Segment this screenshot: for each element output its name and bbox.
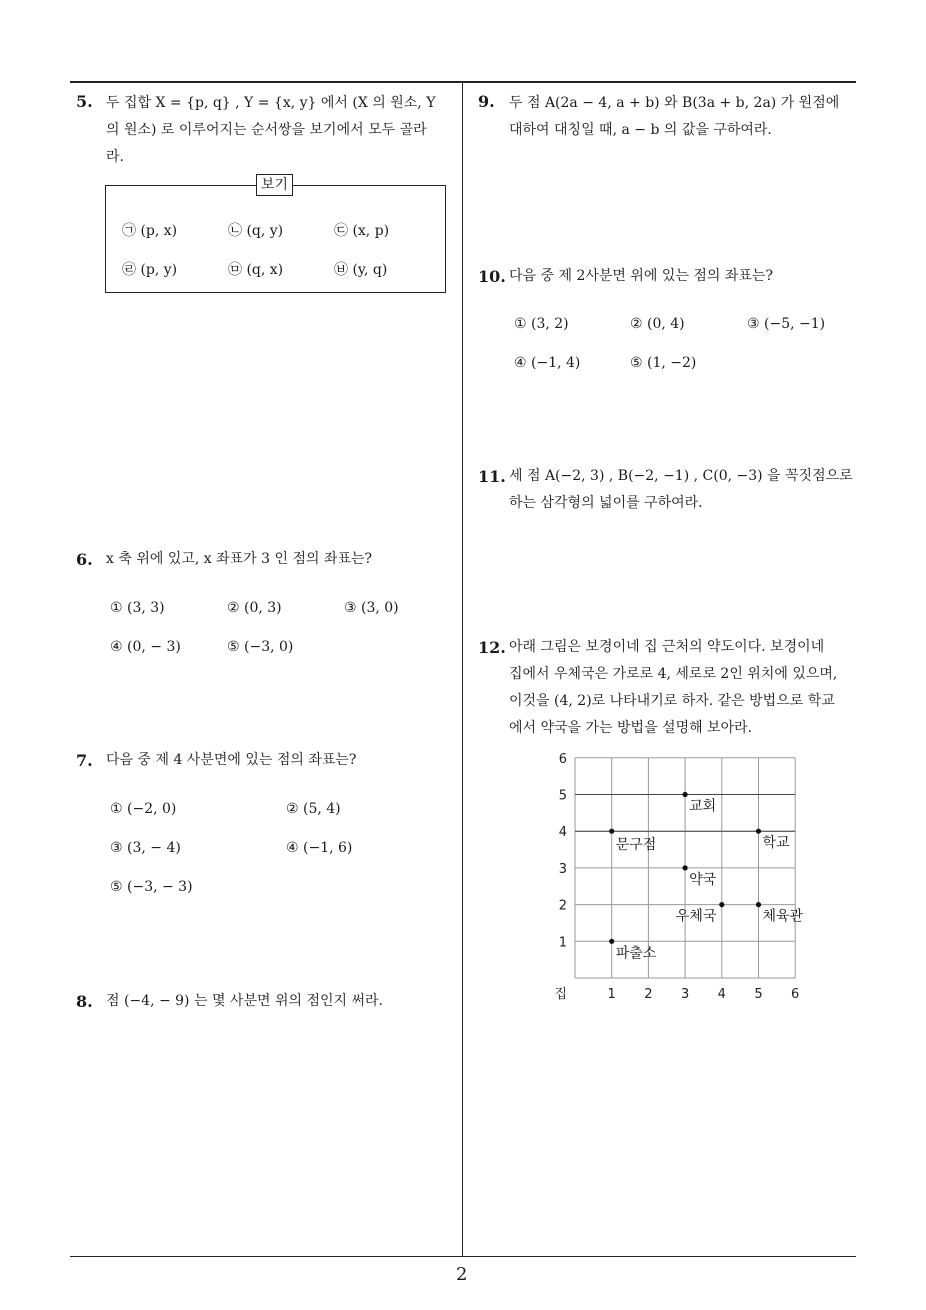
question-6-option-2: ② (0, 3) [227, 600, 282, 616]
map-point-label: 학교 [762, 835, 790, 852]
question-11-number: 11. [478, 467, 506, 486]
question-9-line-1: 두 점 A(2a − 4, a + b) 와 B(3a + b, 2a) 가 원점에 [509, 95, 840, 111]
question-7-option-2: ② (5, 4) [286, 801, 341, 817]
map-point-label: 우체국 [675, 908, 717, 925]
question-6-number: 6. [76, 550, 93, 569]
example-option-4: ㉣ (p, y) [122, 262, 178, 278]
y-tick-label: 4 [558, 825, 567, 841]
question-12-number: 12. [478, 638, 506, 657]
origin-label: 집 [554, 987, 567, 1002]
y-tick-label: 5 [558, 788, 567, 804]
question-12-line-2: 집에서 우체국은 가로로 4, 세로로 2인 위치에 있으며, [509, 666, 838, 682]
y-tick-label: 6 [558, 751, 567, 767]
question-10-option-1: ① (3, 2) [514, 316, 569, 332]
map-point [609, 939, 614, 944]
question-6-text: x 축 위에 있고, x 좌표가 3 인 점의 좌표는? [106, 551, 373, 567]
question-5-line-2: 의 원소) 로 이루어지는 순서쌍을 보기에서 모두 골라 [106, 122, 427, 138]
question-6-option-3: ③ (3, 0) [344, 600, 399, 616]
question-8-text: 점 (−4, − 9) 는 몇 사분면 위의 점인지 써라. [106, 993, 383, 1009]
example-option-5: ㉤ (q, x) [228, 262, 284, 278]
x-tick-label: 4 [717, 987, 726, 1002]
question-7-option-3: ③ (3, − 4) [110, 840, 181, 856]
question-6-option-1: ① (3, 3) [110, 600, 165, 616]
question-10-option-2: ② (0, 4) [630, 316, 685, 332]
example-box-title: 보기 [256, 174, 293, 196]
x-tick-label: 6 [791, 987, 800, 1002]
question-12-line-4: 에서 약국을 가는 방법을 설명해 보아라. [509, 720, 753, 736]
question-7-option-4: ④ (−1, 6) [286, 840, 353, 856]
neighborhood-map-grid [540, 745, 830, 1005]
map-point [609, 829, 614, 834]
question-9-line-2: 대하여 대칭일 때, a − b 의 값을 구하여라. [509, 122, 772, 138]
question-11-line-1: 세 점 A(−2, 3) , B(−2, −1) , C(0, −3) 을 꼭짓점으로 [509, 468, 853, 484]
bottom-rule [70, 1256, 856, 1257]
column-divider [462, 83, 463, 1257]
x-tick-label: 5 [754, 987, 763, 1002]
question-10-option-5: ⑤ (1, −2) [630, 355, 697, 371]
map-point [683, 792, 688, 797]
y-tick-label: 2 [558, 898, 567, 914]
example-option-2: ㉡ (q, y) [228, 223, 284, 239]
page-number: 2 [456, 1264, 468, 1285]
map-point-label: 체육관 [762, 908, 804, 925]
question-8-number: 8. [76, 992, 93, 1011]
example-option-1: ㉠ (p, x) [122, 223, 178, 239]
question-10-option-3: ③ (−5, −1) [747, 316, 826, 332]
map-point-label: 파출소 [615, 945, 657, 962]
question-7-text: 다음 중 제 4 사분면에 있는 점의 좌표는? [106, 752, 357, 768]
x-tick-label: 3 [680, 987, 690, 1002]
question-9-number: 9. [478, 92, 495, 111]
example-option-6: ㉥ (y, q) [334, 262, 388, 278]
x-tick-label: 1 [607, 987, 616, 1002]
question-5-line-3: 라. [106, 149, 124, 165]
question-6-option-4: ④ (0, − 3) [110, 639, 181, 655]
map-point-label: 교회 [689, 798, 717, 815]
map-point [756, 829, 761, 834]
question-5-line-1: 두 집합 X = {p, q} , Y = {x, y} 에서 (X 의 원소, Y [106, 95, 436, 111]
question-7-option-1: ① (−2, 0) [110, 801, 177, 817]
question-10-text: 다음 중 제 2사분면 위에 있는 점의 좌표는? [509, 268, 773, 284]
y-tick-label: 1 [558, 935, 567, 951]
map-point [756, 902, 761, 907]
question-11-line-2: 하는 삼각형의 넓이를 구하여라. [509, 495, 703, 511]
question-7-number: 7. [76, 751, 93, 770]
question-10-option-4: ④ (−1, 4) [514, 355, 581, 371]
question-7-option-5: ⑤ (−3, − 3) [110, 879, 193, 895]
map-point [719, 902, 724, 907]
map-point [683, 865, 688, 870]
example-option-3: ㉢ (x, p) [334, 223, 390, 239]
x-tick-label: 2 [644, 987, 653, 1002]
question-12-line-3: 이것을 (4, 2)로 나타내기로 하자. 같은 방법으로 학교 [509, 693, 835, 709]
question-12-line-1: 아래 그림은 보경이네 집 근처의 약도이다. 보경이네 [509, 639, 825, 655]
top-rule [70, 81, 856, 83]
y-tick-label: 3 [558, 861, 567, 877]
question-6-option-5: ⑤ (−3, 0) [227, 639, 294, 655]
map-point-label: 약국 [689, 871, 717, 888]
question-10-number: 10. [478, 267, 506, 286]
question-5-number: 5. [76, 92, 93, 111]
map-point-label: 문구점 [615, 837, 657, 854]
